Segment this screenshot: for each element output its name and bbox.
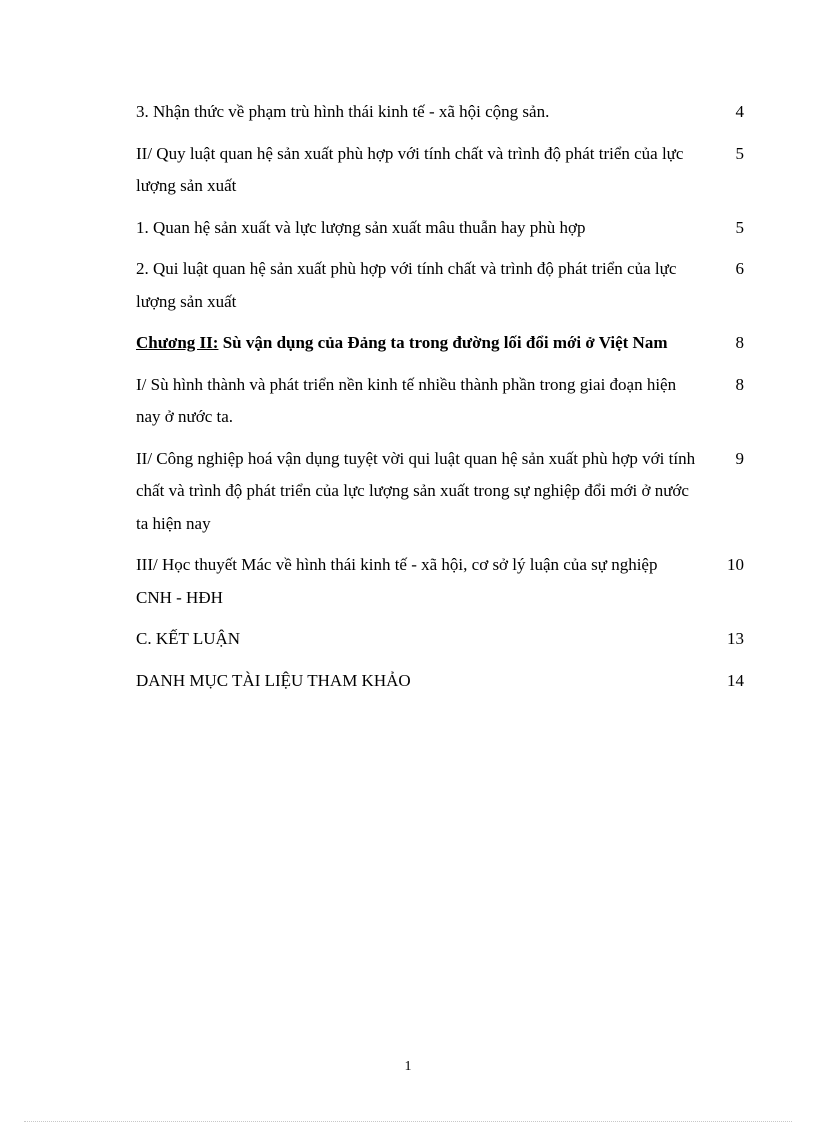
toc-entry-page: 8 [735, 374, 744, 394]
toc-entry-title: III/ Học thuyết Mác về hình thái kinh tế - xã hội, cơ sở lý luận của sự nghiệp CNH - HĐH [136, 555, 658, 607]
toc-entry-page: 6 [735, 259, 744, 278]
toc-entry-page: 5 [735, 217, 744, 237]
toc-entry-page: 9 [735, 448, 744, 468]
toc-entry-page: 13 [727, 629, 744, 648]
chapter-heading: Sù vận dụng của Đảng ta trong đường lối đổi mới ở Việt Nam [218, 333, 668, 352]
toc-entry-title: C. KẾT LUẬN [136, 629, 241, 648]
toc-entry-title: I/ Sù hình thành và phát triển nền kinh tế nhiều thành phần trong giai đoạn hiện nay ở nước ta. [136, 374, 677, 426]
toc-entry [136, 549, 748, 614]
toc-entry-title: 3. Nhận thức về phạm trù hình thái kinh tế - xã hội cộng sản. [136, 102, 550, 121]
toc-chapter-title [136, 327, 696, 360]
toc-entry [136, 665, 748, 698]
page-number: 1 [404, 1059, 412, 1074]
toc-entry-title: II/ Công nghiệp hoá vận dụng tuyệt vời qui luật quan hệ sản xuất phù hợp với tính chất và trình độ phát triển của lực lượng sản xuất trong sự nghiệp đổi mới ở nước ta hiện nay [136, 448, 696, 533]
table-of-contents [136, 96, 748, 706]
toc-entry-page: 10 [727, 555, 744, 574]
chapter-label: Chương II: [136, 333, 219, 352]
toc-entry [136, 253, 748, 318]
toc-entry-page: 4 [735, 102, 744, 121]
toc-entry-title: II/ Quy luật quan hệ sản xuất phù hợp với tính chất và trình độ phát triển của lực lượng sản xuất [136, 143, 684, 195]
toc-entry-title: 1. Quan hệ sản xuất và lực lượng sản xuất mâu thuẫn hay phù hợp [136, 217, 586, 237]
toc-chapter-entry [136, 327, 748, 360]
toc-entry-page: 14 [727, 670, 744, 690]
toc-entry-title: DANH MỤC TÀI LIỆU THAM KHẢO [136, 670, 411, 690]
toc-entry-page: 8 [735, 333, 744, 352]
toc-entry [136, 623, 748, 656]
toc-entry-title: 2. Qui luật quan hệ sản xuất phù hợp với tính chất và trình độ phát triển của lực lượng sản xuất [136, 259, 677, 311]
toc-entry [136, 138, 748, 203]
toc-entry [136, 369, 748, 434]
toc-entry [136, 96, 748, 129]
toc-entry [136, 443, 748, 541]
toc-entry-page: 5 [735, 143, 744, 163]
page-bottom-divider [24, 1121, 792, 1122]
toc-entry [136, 212, 748, 245]
